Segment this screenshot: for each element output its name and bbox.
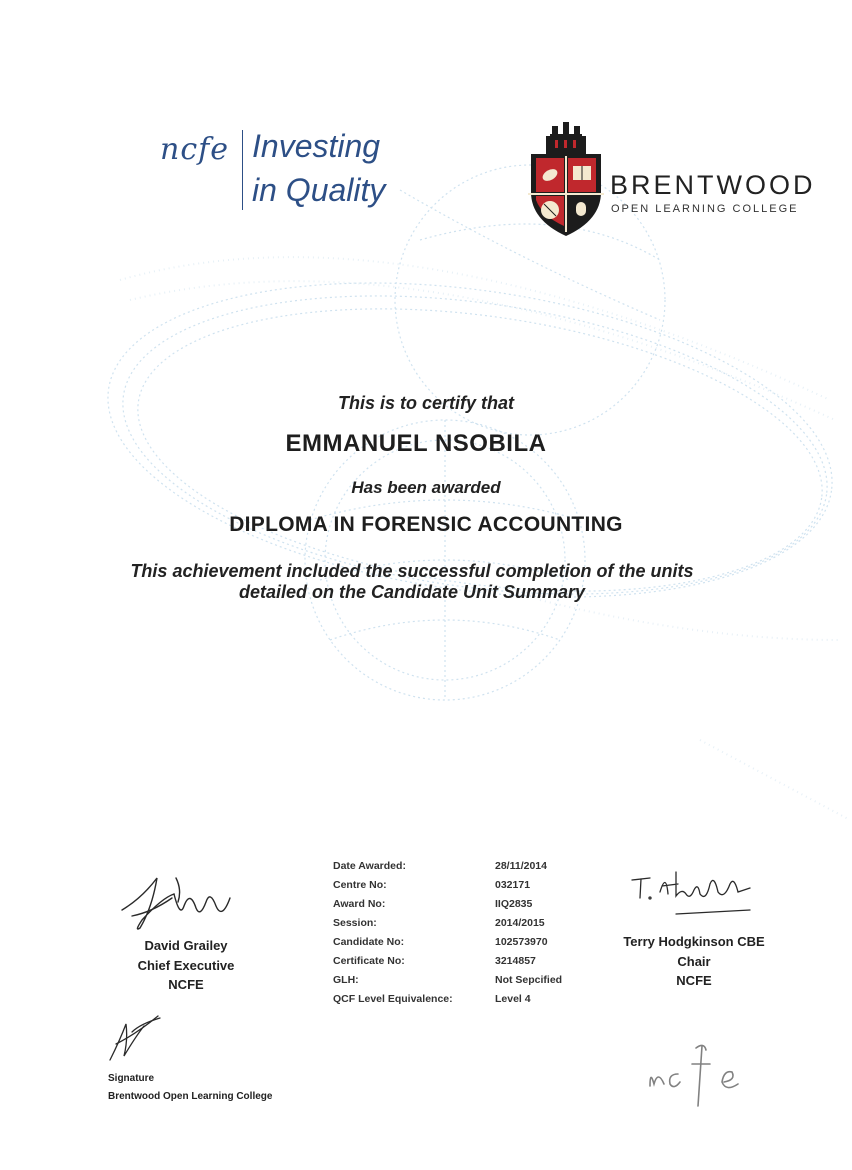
detail-row (333, 898, 593, 917)
brentwood-crest-icon (528, 120, 604, 240)
signatory-org: NCFE (168, 977, 204, 992)
detail-label: Candidate No: (333, 936, 405, 948)
detail-label: Award No: (333, 898, 386, 910)
signature-david-grailey (112, 868, 242, 938)
left-signatory (108, 936, 264, 995)
certify-intro: This is to certify that (337, 393, 515, 413)
detail-row (333, 860, 593, 879)
signatory-name: David Grailey (144, 938, 228, 953)
bottom-signatory (108, 1070, 272, 1106)
detail-row (333, 955, 593, 974)
tagline-line1: Investing (252, 128, 381, 164)
signature-terry-hodgkinson (626, 862, 756, 922)
detail-label: Date Awarded: (333, 860, 406, 872)
detail-label: GLH: (333, 974, 359, 986)
college-name: BRENTWOOD (610, 170, 816, 200)
detail-label: QCF Level Equivalence: (333, 993, 453, 1005)
signatory-name: Terry Hodgkinson CBE (623, 934, 765, 949)
detail-value: 032171 (495, 879, 531, 891)
detail-label: Centre No: (333, 879, 387, 891)
signatory-role: Chief Executive (137, 957, 235, 973)
detail-value: Level 4 (495, 993, 531, 1005)
logo-divider (242, 130, 243, 210)
signature-brentwood (106, 1010, 166, 1066)
detail-value: 3214857 (495, 955, 536, 967)
ncfe-seal-stamp (640, 1040, 750, 1120)
detail-row (333, 936, 593, 955)
signature-label: Signature (108, 1073, 155, 1084)
detail-row (333, 993, 593, 1012)
tagline-line2: in Quality (252, 172, 386, 208)
detail-label: Certificate No: (333, 955, 405, 967)
detail-value: Not Sepcified (495, 974, 563, 986)
detail-value: 2014/2015 (495, 917, 545, 929)
ncfe-logo (160, 128, 420, 218)
detail-row (333, 879, 593, 898)
recipient-name: EMMANUEL NSOBILA (285, 430, 547, 457)
achievement-text-line1: This achievement included the successful completion of the units (130, 561, 694, 581)
qualification-title: DIPLOMA IN FORENSIC ACCOUNTING (229, 513, 623, 536)
detail-row (333, 974, 593, 993)
detail-label: Session: (333, 917, 377, 929)
signatory-org: NCFE (676, 973, 712, 988)
ncfe-logo-text: ncfe (160, 132, 229, 167)
signatory-role: Chair (677, 953, 711, 969)
signatory-org: Brentwood Open Learning College (108, 1091, 273, 1102)
detail-value: IIQ2835 (495, 898, 533, 910)
detail-row (333, 917, 593, 936)
right-signatory (612, 932, 776, 991)
detail-value: 102573970 (495, 936, 548, 948)
college-subtitle: OPEN LEARNING COLLEGE (611, 203, 799, 215)
awarded-line: Has been awarded (351, 478, 501, 497)
achievement-text-line2: detailed on the Candidate Unit Summary (238, 582, 586, 602)
detail-value: 28/11/2014 (495, 860, 547, 872)
